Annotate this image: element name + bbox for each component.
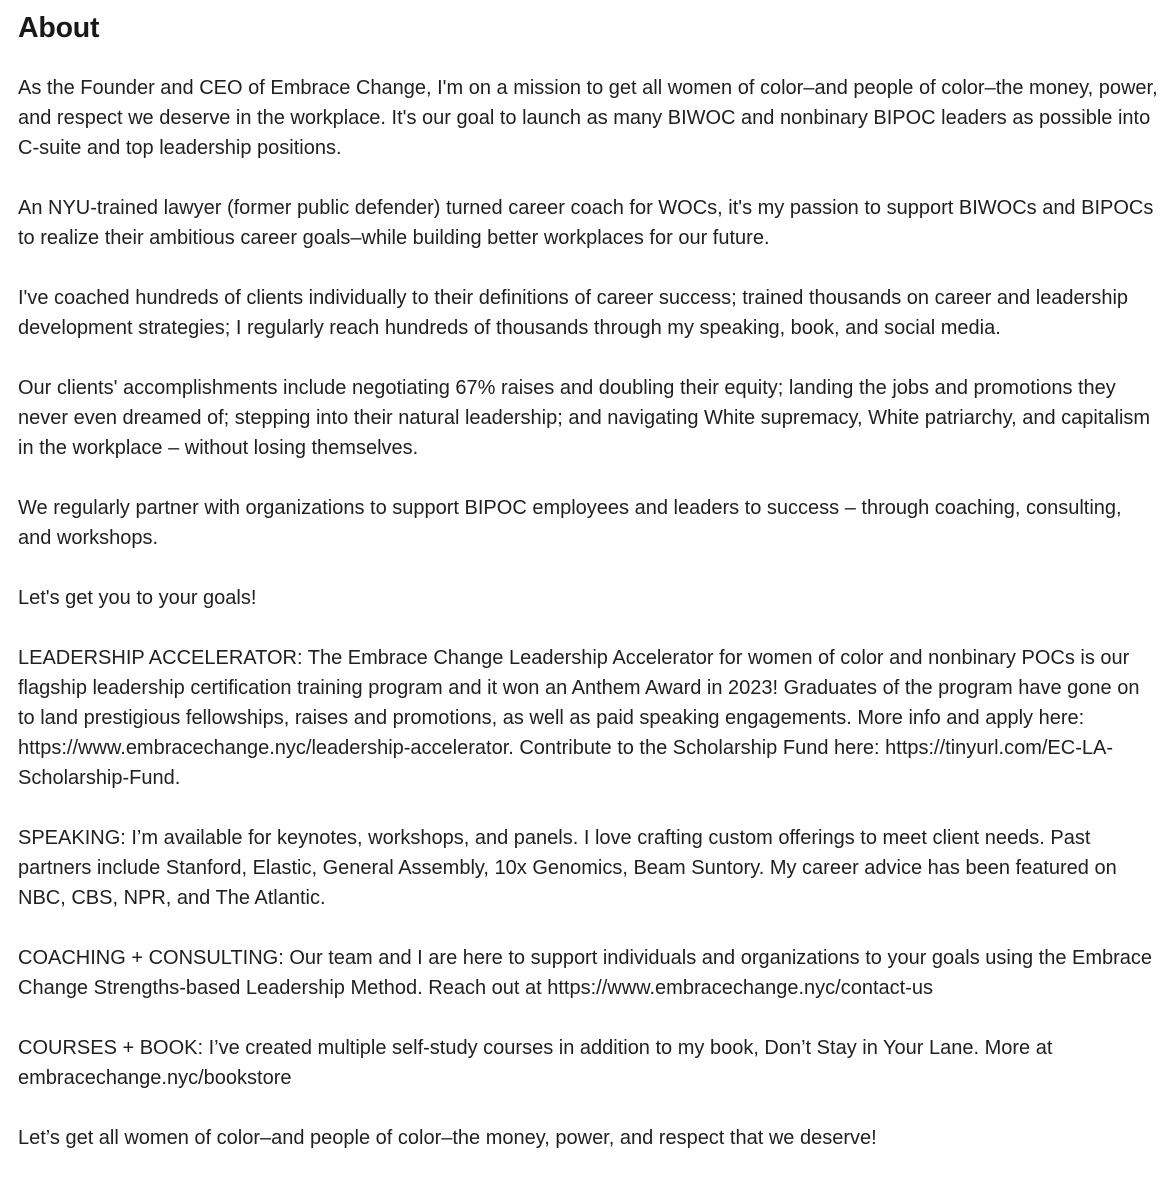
- about-paragraph-coaching-consulting: COACHING + CONSULTING: Our team and I are here to support individuals and organizations to your goals using the Embrace Change Strengths-based Leadership Method. Reach out at https://www.embracechange.nyc/contact-us: [18, 947, 1153, 999]
- about-body: [18, 73, 1158, 1153]
- about-paragraph-reach: I've coached hundreds of clients individually to their definitions of career success; trained thousands on career and leadership development strategies; I regularly reach hundreds of thousands through my speaking, book, and social media.: [18, 287, 1129, 339]
- about-paragraph-closing: Let’s get all women of color–and people of color–the money, power, and respect that we deserve!: [18, 1127, 877, 1149]
- about-paragraph-partnerships: We regularly partner with organizations to support BIPOC employees and leaders to success – through coaching, consulting, and workshops.: [18, 497, 1122, 549]
- about-paragraph-leadership-accelerator: LEADERSHIP ACCELERATOR: The Embrace Change Leadership Accelerator for women of color and nonbinary POCs is our flagship leadership certification training program and it won an Anthem Award in 2023! Graduates of the program have gone on to land prestigious fellowships, raises and promotions, as well as paid speaking engagements. More info and apply here: https://www.embracechange.nyc/leadership-accelerator. Contribute to the Scholarship Fund here: https://tinyurl.com/EC-LA-Scholarship-Fund.: [18, 647, 1140, 789]
- about-paragraph-accomplishments: Our clients' accomplishments include negotiating 67% raises and doubling their equity; landing the jobs and promotions they never even dreamed of; stepping into their natural leadership; and navigating White supremacy, White patriarchy, and capitalism in the workplace – without losing themselves.: [18, 377, 1151, 459]
- about-paragraph-courses-book: COURSES + BOOK: I’ve created multiple self-study courses in addition to my book, Don’t Stay in Your Lane. More at embracechange.nyc/bookstore: [18, 1037, 1053, 1089]
- about-section: [18, 0, 1158, 1153]
- about-title: About: [18, 12, 100, 44]
- about-paragraph-goals: Let's get you to your goals!: [18, 587, 257, 609]
- about-paragraph-speaking: SPEAKING: I’m available for keynotes, workshops, and panels. I love crafting custom offerings to meet client needs. Past partners include Stanford, Elastic, General Assembly, 10x Genomics, Beam Suntory. My career advice has been featured on NBC, CBS, NPR, and The Atlantic.: [18, 827, 1117, 909]
- about-paragraph-background: An NYU-trained lawyer (former public defender) turned career coach for WOCs, it's my passion to support BIWOCs and BIPOCs to realize their ambitious career goals–while building better workplaces for our future.: [18, 197, 1154, 249]
- about-paragraph-mission: As the Founder and CEO of Embrace Change, I'm on a mission to get all women of color–and people of color–the money, power, and respect we deserve in the workplace. It's our goal to launch as many BIWOC and nonbinary BIPOC leaders as possible into C-suite and top leadership positions.: [18, 77, 1158, 159]
